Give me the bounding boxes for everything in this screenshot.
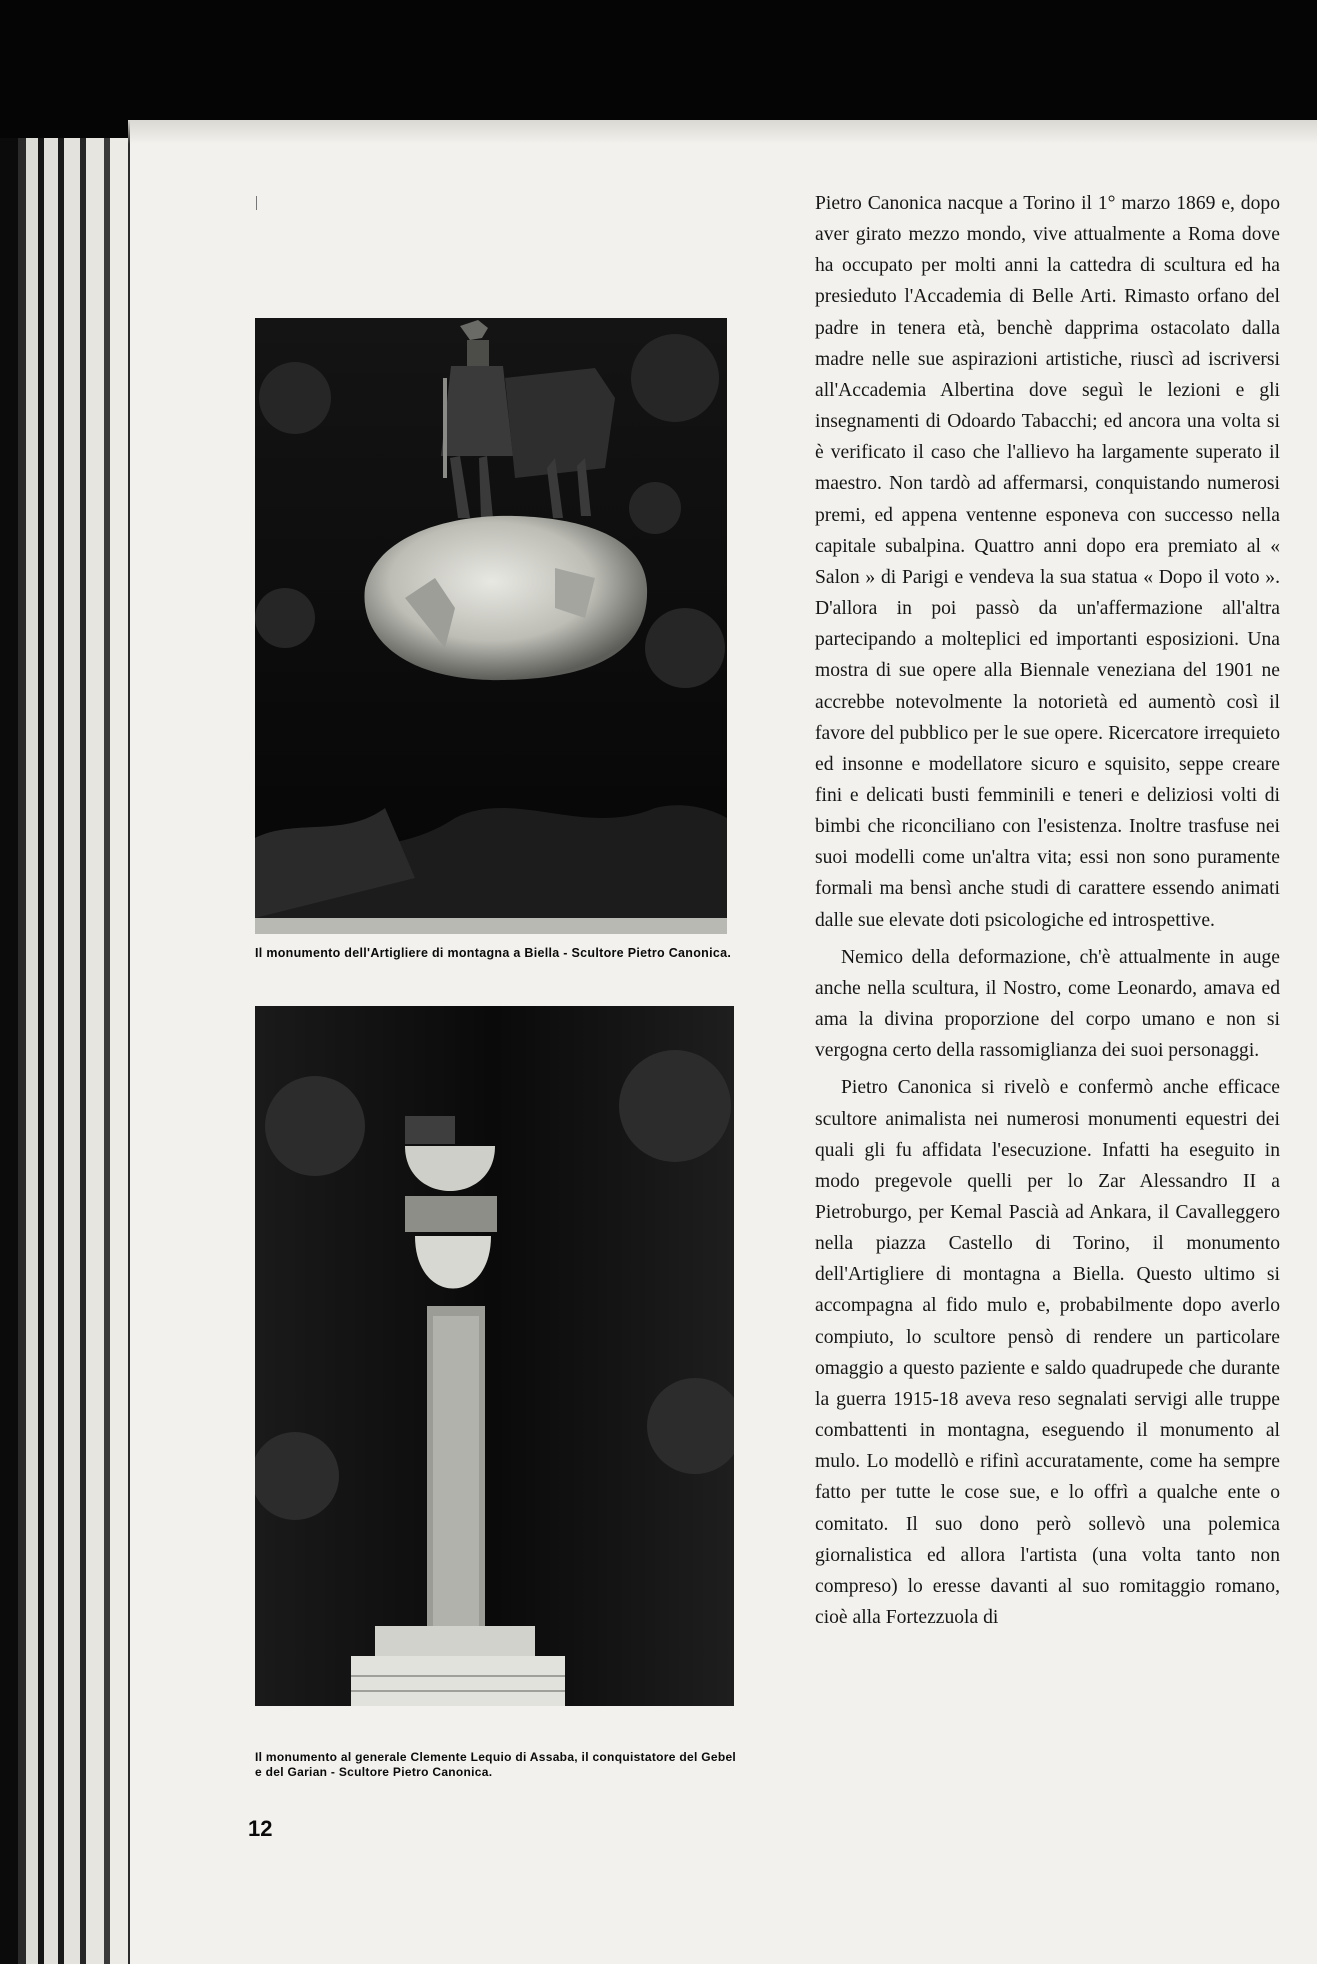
photo2-caption: Il monumento al generale Clemente Lequio di Assaba, il conquistatore del Gebel e del Garian - Scultore Pietro Canonica. <box>255 1750 737 1779</box>
photo1-caption: Il monumento dell'Artigliere di montagna a Biella - Scultore Pietro Canonica. <box>255 946 732 960</box>
photo-artigliere-monument <box>255 318 727 934</box>
scan-background-top <box>0 0 1317 138</box>
article-paragraph-3: Pietro Canonica si rivelò e confermò anche efficace scultore animalista nei numerosi monumenti equestri dei quali gli fu affidata l'esecuzione. Infatti ha eseguito in modo pregevole quelli per lo Zar Alessandro II a Pietroburgo, per Kemal Pascià ad Ankara, il Cavalleggero nella piazza Castello di Torino, il monumento dell'Artigliere di montagna a Biella. Questo ultimo si accompagna al fido mulo e, probabilmente dopo averlo compiuto, lo scultore pensò di rendere un particolare omaggio a questo paziente e saldo quadrupede che durante la guerra 1915-18 aveva reso segnalati servigi alle truppe combattenti in montagna, eseguendo il monumento al mulo. Lo modellò e rifinì accuratamente, come ha sempre fatto per tutte le cose sue, e lo offrì a qualche ente o comitato. Il suo dono però sollevò una polemica giornalistica ed allora l'artista (una volta tanto non compreso) lo eresse davanti al suo romitaggio romano, cioè alla Fortezzuola di <box>815 1077 1280 1629</box>
margin-mark <box>256 196 257 210</box>
photo-artigliere-image <box>255 318 727 934</box>
article-paragraph-1: Pietro Canonica nacque a Torino il 1° marzo 1869 e, dopo aver girato mezzo mondo, vive attualmente a Roma dove ha occupato per molti anni la cattedra di scultura ed ha presieduto l'Accademia di Belle Arti. Rimasto orfano del padre in tenera età, benchè dapprima ostacolato dalla madre nelle sue aspirazioni artistiche, riuscì ad iscriversi all'Accademia Albertina dove seguì le lezioni e gli insegnamenti di Odoardo Tabacchi; ed ancora una volta si è verificato il caso che l'allievo ha largamente superato il maestro. Non tardò ad affermarsi, conquistando numerosi premi, ed appena ventenne esponeva con successo nella capitale subalpina. Quattro anni dopo era premiato al « Salon » di Parigi e vendeva la sua statua « Dopo il voto ». D'allora in poi passò da un'affermazione all'altra partecipando a molteplici ed importanti esposizioni. Una mostra di sue opere alla Biennale veneziana del 1901 ne accrebbe notevolmente la notorietà ed aumentò così il favore del pubblico per le sue opere. Ricercatore irrequieto ed insonne e modellatore sicuro e squisito, seppe creare fini e delicati busti femminili e teneri e deliziosi volti di bimbi che riconciliano con l'esistenza. Inoltre trasfuse nei suoi modelli come un'altra vita; essi non sono puramente formali ma bensì anche studi di carattere essendo animati dalle sue elevate doti psicologiche ed introspettive. <box>815 193 1280 931</box>
page-number: 12 <box>248 1816 273 1841</box>
article-paragraph-2: Nemico della deformazione, ch'è attualmente in auge anche nella scultura, il Nostro, come Leonardo, amava ed ama la divina proporzione del corpo umano e non si vergogna certo della rassomiglianza dei suoi personaggi. <box>815 946 1280 1062</box>
page-top-shadow <box>128 120 1317 144</box>
article-column <box>815 188 1280 1633</box>
page-edges-stack <box>0 138 142 1964</box>
photo-lequio-monument <box>255 1006 734 1706</box>
photo-lequio-image <box>255 1006 734 1706</box>
